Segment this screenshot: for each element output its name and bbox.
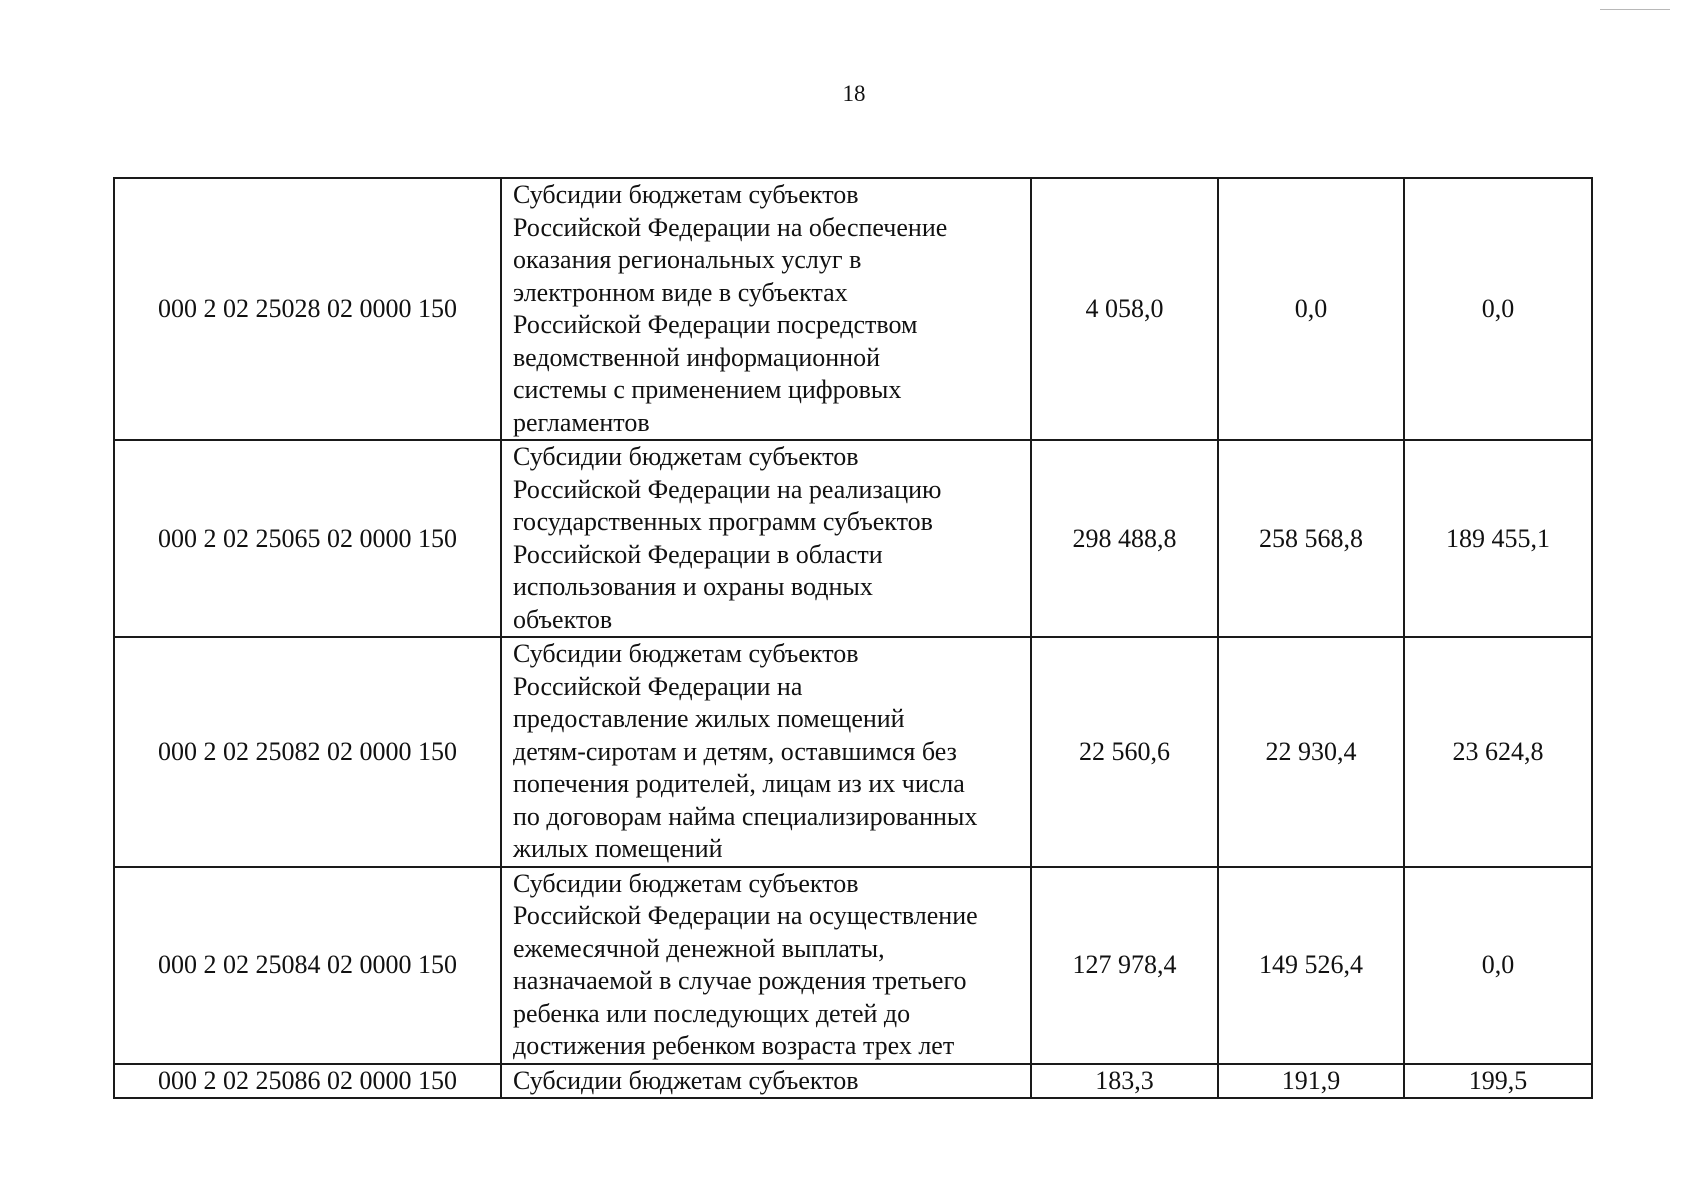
value-year-1-cell: 22 560,6 [1031,637,1218,867]
description-line: объектов [513,604,613,634]
description-line: Российской Федерации в области [513,539,883,569]
value-year-2-cell: 149 526,4 [1218,867,1404,1064]
value-year-1-cell: 127 978,4 [1031,867,1218,1064]
description-line: электронном виде в субъектах [513,277,848,307]
description-line: достижения ребенком возраста трех лет [513,1031,955,1060]
value-year-2-cell: 258 568,8 [1218,440,1404,637]
description-line: назначаемой в случае рождения третьего [513,966,967,995]
description-line: Российской Федерации посредством [513,310,918,339]
description-line: Субсидии бюджетам субъектов [513,868,859,898]
description-line: Субсидии бюджетам субъектов [513,442,859,471]
description-line: Российской Федерации на обеспечение [513,212,948,242]
budget-code-cell: 000 2 02 25084 02 0000 150 [114,867,501,1064]
description-line: жилых помещений [513,834,723,863]
value-year-2-cell: 0,0 [1218,178,1404,440]
value-year-2-cell: 22 930,4 [1218,637,1404,867]
description-line: Российской Федерации на осуществление [513,901,978,930]
value-year-1-cell: 4 058,0 [1031,178,1218,440]
table-row [114,440,1592,637]
value-year-2-cell: 191,9 [1218,1064,1404,1099]
value-year-1-cell: 183,3 [1031,1064,1218,1099]
description-line: Субсидии бюджетам субъектов [513,180,859,209]
description-line: регламентов [513,407,650,437]
description-line: попечения родителей, лицам из их числа [513,769,965,798]
value-year-3-cell: 23 624,8 [1404,637,1592,867]
budget-code-cell: 000 2 02 25082 02 0000 150 [114,637,501,867]
description-line: ежемесячной денежной выплаты, [513,933,885,963]
description-cell [501,1064,1031,1099]
description-line: детям-сиротам и детям, оставшимся без [513,736,957,766]
budget-table [113,177,1593,1099]
description-cell [501,440,1031,637]
value-year-3-cell: 0,0 [1404,178,1592,440]
value-year-3-cell: 0,0 [1404,867,1592,1064]
budget-code-cell: 000 2 02 25028 02 0000 150 [114,178,501,440]
budget-code-cell: 000 2 02 25065 02 0000 150 [114,440,501,637]
description-line: использования и охраны водных [513,572,873,601]
description-line: ребенка или последующих детей до [513,998,911,1028]
description-cell [501,867,1031,1064]
table-row [114,1064,1592,1099]
page-number: 18 [842,81,866,106]
value-year-3-cell: 199,5 [1404,1064,1592,1099]
description-line: оказания региональных услуг в [513,245,862,274]
description-line: Российской Федерации на [513,671,803,701]
description-line: предоставление жилых помещений [513,704,905,733]
description-line: государственных программ субъектов [513,507,933,536]
description-line: системы с применением цифровых [513,375,902,404]
description-line: Российской Федерации на реализацию [513,474,942,504]
value-year-3-cell: 189 455,1 [1404,440,1592,637]
description-line: Субсидии бюджетам субъектов [513,639,859,668]
budget-code-cell: 000 2 02 25086 02 0000 150 [114,1064,501,1099]
table-row [114,178,1592,440]
value-year-1-cell: 298 488,8 [1031,440,1218,637]
description-cell [501,178,1031,440]
table-row [114,867,1592,1064]
description-line: ведомственной информационной [513,342,880,372]
scan-edge-line [1600,9,1670,10]
description-line: по договорам найма специализированных [513,801,978,831]
table-row [114,637,1592,867]
description-cell [501,637,1031,867]
description-line: Субсидии бюджетам субъектов [513,1065,859,1095]
